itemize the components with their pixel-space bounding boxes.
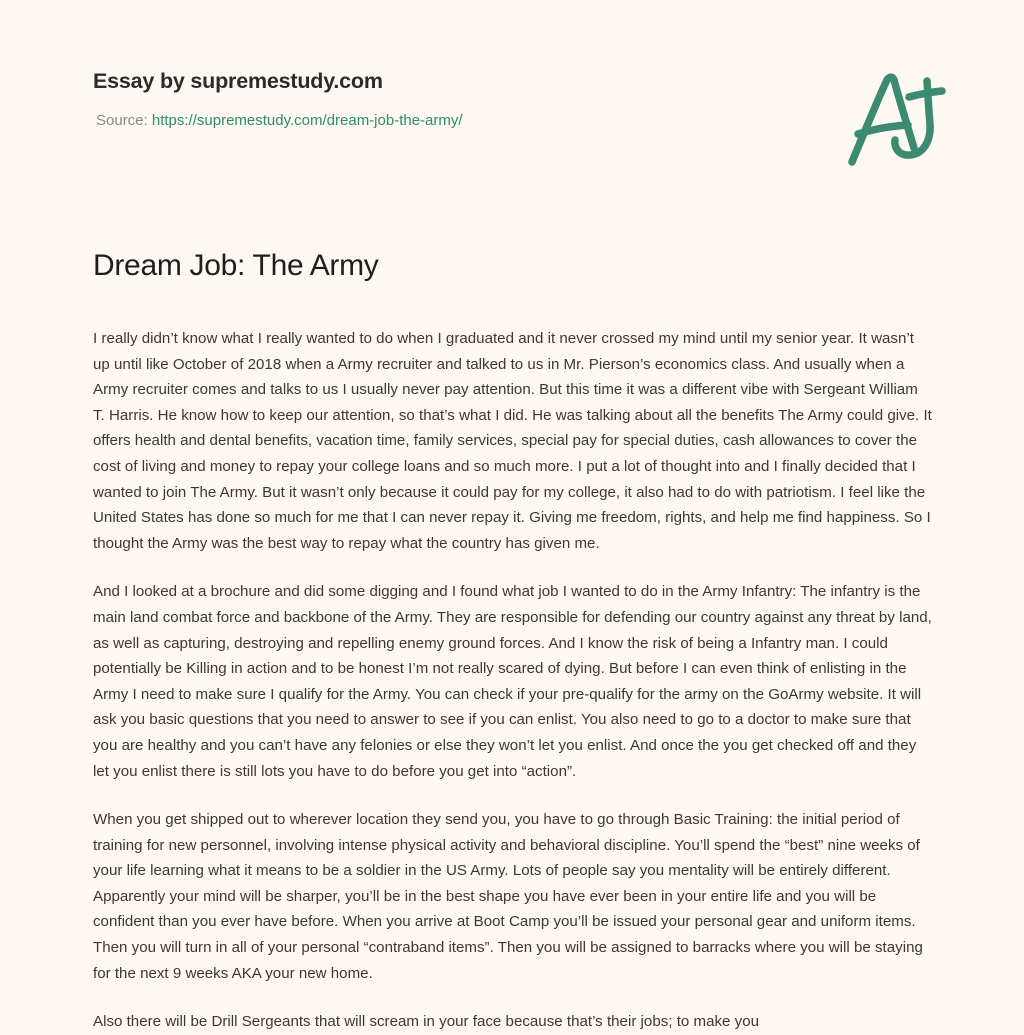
a-plus-logo <box>842 66 954 170</box>
article <box>93 248 933 1035</box>
paragraph: And I looked at a brochure and did some digging and I found what job I wanted to do in the Army Infantry: The infantry is the main land combat force and backbone of the Army. They are responsible for defending our country against any threat by land, as well as capturing, destroying and repelling enemy ground forces. And I know the risk of being a Infantry man. I could potentially be Killing in action and to be honest I’m not really scared of dying. But before I can even think of enlisting in the Army I need to make sure I qualify for the Army. You can check if your pre-qualify for the army on the GoArmy website. It will ask you basic questions that you need to answer to see if you can enlist. You also need to go to a doctor to make sure that you are healthy and you can’t have any felonies or else they won’t let you enlist. And once the you get checked off and they let you enlist there is still lots you have to do before you get into “action”. <box>93 583 932 780</box>
article-body <box>93 326 933 1035</box>
source-label: Source: <box>96 111 148 129</box>
source-line <box>96 111 933 131</box>
essay-attribution: Essay by supremestudy.com <box>93 69 383 93</box>
paragraph: When you get shipped out to wherever location they send you, you have to go through Basic Training: the initial period of training for new personnel, involving intense physical activity and behavioral discipline. You’ll spend the “best” nine weeks of your life learning what it means to be a soldier in the US Army. Lots of people say you mentality will be entirely different. Apparently your mind will be sharper, you’ll be in the best shape you have ever been in your entire life and you will be confident than you ever have before. When you arrive at Boot Camp you’ll be issued your personal gear and uniform items. Then you will turn in all of your personal “contraband items”. Then you will be assigned to barracks where you will be staying for the next 9 weeks AKA your new home. <box>93 811 923 982</box>
page-title: Dream Job: The Army <box>93 249 379 282</box>
paragraph: I really didn’t know what I really wanted to do when I graduated and it never crossed my mind until my senior year. It wasn’t up until like October of 2018 when a Army recruiter and talked to us in Mr. Pierson’s economics class. And usually when a Army recruiter comes and talks to us I usually never pay attention. But this time it was a different vibe with Sergeant William T. Harris. He know how to keep our attention, so that’s what I did. He was talking about all the benefits The Army could give. It offers health and dental benefits, vacation time, family services, special pay for special duties, cash allowances to cover the cost of living and money to repay your college loans and so much more. I put a lot of thought into and I finally decided that I wanted to join The Army. But it wasn’t only because it could pay for my college, it also had to do with patriotism. I feel like the United States has done so much for me that I can never repay it. Giving me freedom, rights, and help me find happiness. So I thought the Army was the best way to repay what the country has given me. <box>93 330 932 552</box>
source-url-link[interactable]: https://supremestudy.com/dream-job-the-army/ <box>151 111 463 129</box>
paragraph: Also there will be Drill Sergeants that will scream in your face because that’s their jobs; to make you <box>93 1013 760 1031</box>
page-header <box>93 68 933 130</box>
a-plus-logo-icon <box>842 66 954 170</box>
